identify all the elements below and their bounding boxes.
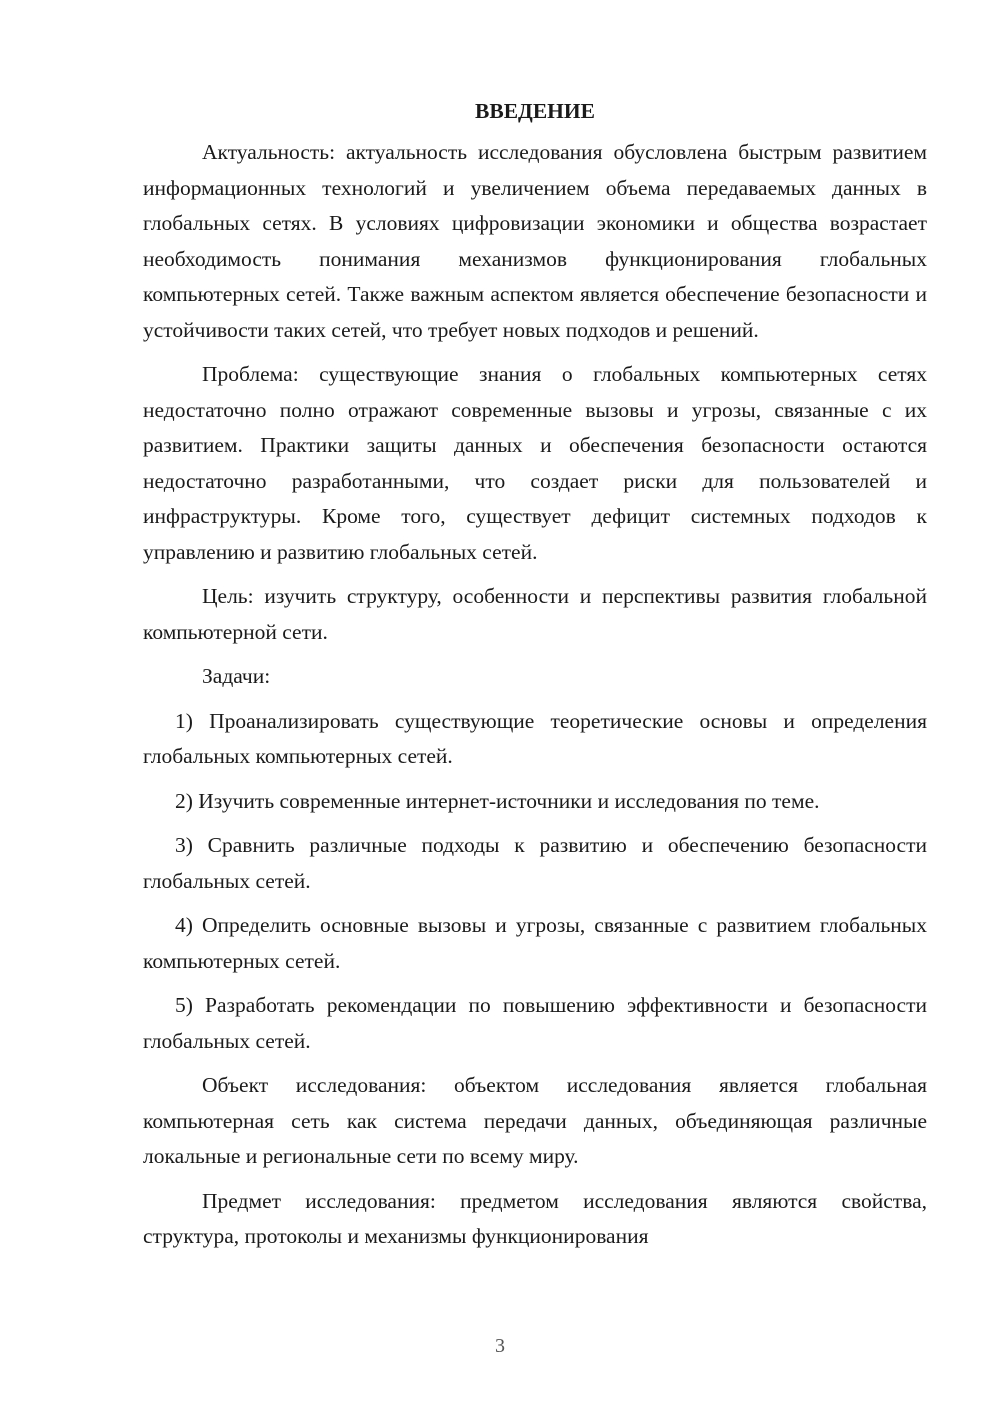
page-title: ВВЕДЕНИЕ [475,99,595,123]
task-item-1: 1) Проанализировать существующие теоретические основы и определения глобальных компьютерных сетей. [143,708,927,768]
tasks-heading: Задачи: [202,664,271,688]
task-item-3: 3) Сравнить различные подходы к развитию и обеспечению безопасности глобальных сетей. [143,833,927,893]
page-content [143,97,927,1264]
object-paragraph: Объект исследования: объектом исследования является глобальная компьютерная сеть как система передачи данных, объединяющая различные локальные и региональные сети по всему миру. [143,1073,927,1168]
page-number: 3 [495,1335,505,1357]
goal-paragraph: Цель: изучить структуру, особенности и перспективы развития глобальной компьютерной сети. [143,584,927,644]
task-item-4: 4) Определить основные вызовы и угрозы, связанные с развитием глобальных компьютерных сетей. [143,913,927,973]
relevance-paragraph: Актуальность: актуальность исследования обусловлена быстрым развитием информационных технологий и увеличением объема передаваемых данных в глобальных сетях. В условиях цифровизации экономики и общества возрастает необходимость понимания механизмов функционирования глобальных компьютерных сетей. Также важным аспектом является обеспечение безопасности и устойчивости таких сетей, что требует новых подходов и решений. [143,140,927,342]
subject-paragraph: Предмет исследования: предметом исследования являются свойства, структура, протоколы и механизмы функционирования [143,1188,927,1248]
task-item-5: 5) Разработать рекомендации по повышению эффективности и безопасности глобальных сетей. [143,993,927,1053]
problem-paragraph: Проблема: существующие знания о глобальных компьютерных сетях недостаточно полно отражают современные вызовы и угрозы, связанные с их развитием. Практики защиты данных и обеспечения безопасности остаются недостаточно разработанными, что создает риски для пользователей и инфраструктуры. Кроме того, существует дефицит системных подходов к управлению и развитию глобальных сетей. [143,362,927,564]
task-item-2: 2) Изучить современные интернет-источники и исследования по теме. [175,788,820,813]
